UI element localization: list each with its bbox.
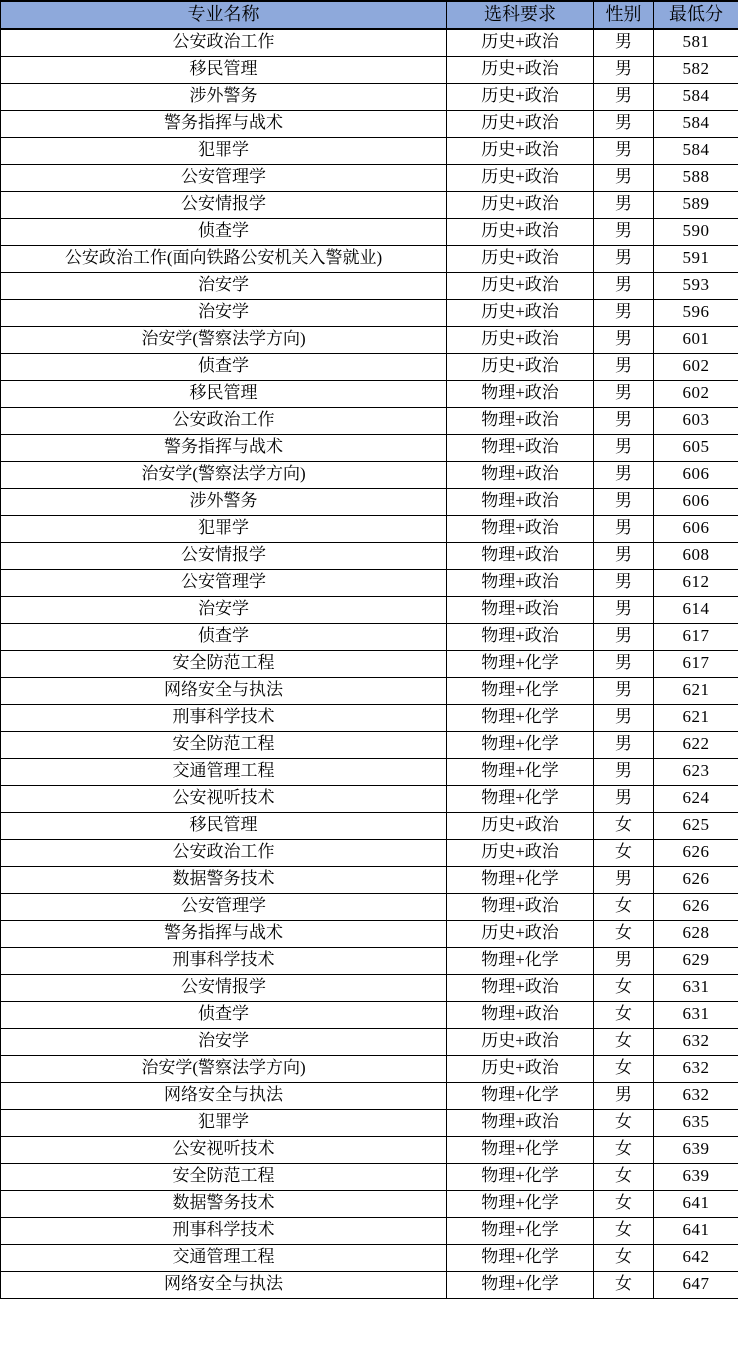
cell-score: 589 <box>654 191 738 218</box>
cell-major: 移民管理 <box>1 56 447 83</box>
cell-major: 移民管理 <box>1 812 447 839</box>
cell-subjects: 历史+政治 <box>447 812 594 839</box>
cell-subjects: 物理+化学 <box>447 677 594 704</box>
cell-major: 治安学 <box>1 596 447 623</box>
cell-major: 警务指挥与战术 <box>1 434 447 461</box>
cell-gender: 男 <box>594 731 654 758</box>
cell-subjects: 物理+政治 <box>447 1109 594 1136</box>
cell-gender: 男 <box>594 56 654 83</box>
cell-major: 安全防范工程 <box>1 731 447 758</box>
table-row <box>1 110 738 137</box>
cell-gender: 女 <box>594 893 654 920</box>
cell-subjects: 物理+化学 <box>447 947 594 974</box>
column-header-gender: 性别 <box>594 1 654 29</box>
cell-subjects: 历史+政治 <box>447 299 594 326</box>
cell-subjects: 物理+化学 <box>447 704 594 731</box>
cell-score: 629 <box>654 947 738 974</box>
cell-subjects: 物理+化学 <box>447 1217 594 1244</box>
cell-major: 公安管理学 <box>1 569 447 596</box>
table-row <box>1 488 738 515</box>
cell-major: 治安学 <box>1 272 447 299</box>
cell-subjects: 历史+政治 <box>447 272 594 299</box>
cell-subjects: 历史+政治 <box>447 83 594 110</box>
cell-subjects: 物理+政治 <box>447 569 594 596</box>
cell-major: 公安视听技术 <box>1 785 447 812</box>
cell-gender: 女 <box>594 812 654 839</box>
cell-score: 608 <box>654 542 738 569</box>
cell-gender: 男 <box>594 650 654 677</box>
table-row <box>1 677 738 704</box>
cell-subjects: 物理+化学 <box>447 1163 594 1190</box>
cell-subjects: 历史+政治 <box>447 110 594 137</box>
cell-major: 刑事科学技术 <box>1 1217 447 1244</box>
cell-score: 617 <box>654 623 738 650</box>
cell-gender: 男 <box>594 785 654 812</box>
cell-gender: 男 <box>594 542 654 569</box>
cell-gender: 女 <box>594 1244 654 1271</box>
table-row <box>1 56 738 83</box>
cell-score: 584 <box>654 110 738 137</box>
cell-gender: 男 <box>594 515 654 542</box>
cell-subjects: 物理+政治 <box>447 542 594 569</box>
cell-major: 网络安全与执法 <box>1 677 447 704</box>
cell-score: 626 <box>654 839 738 866</box>
cell-major: 刑事科学技术 <box>1 704 447 731</box>
cell-score: 606 <box>654 515 738 542</box>
column-header-score: 最低分 <box>654 1 738 29</box>
cell-subjects: 物理+化学 <box>447 1136 594 1163</box>
cell-subjects: 物理+政治 <box>447 461 594 488</box>
table-row <box>1 1055 738 1082</box>
cell-major: 警务指挥与战术 <box>1 110 447 137</box>
cell-major: 交通管理工程 <box>1 758 447 785</box>
cell-major: 公安政治工作 <box>1 29 447 56</box>
cell-major: 数据警务技术 <box>1 1190 447 1217</box>
table-header <box>1 1 738 29</box>
cell-gender: 男 <box>594 299 654 326</box>
cell-subjects: 物理+政治 <box>447 407 594 434</box>
cell-gender: 男 <box>594 758 654 785</box>
header-row <box>1 1 738 29</box>
cell-major: 涉外警务 <box>1 83 447 110</box>
table-row <box>1 1136 738 1163</box>
cell-major: 涉外警务 <box>1 488 447 515</box>
cell-gender: 男 <box>594 434 654 461</box>
cell-subjects: 物理+政治 <box>447 596 594 623</box>
table-row <box>1 1109 738 1136</box>
cell-gender: 女 <box>594 1136 654 1163</box>
cell-score: 621 <box>654 704 738 731</box>
cell-major: 犯罪学 <box>1 515 447 542</box>
cell-subjects: 物理+政治 <box>447 515 594 542</box>
cell-subjects: 物理+政治 <box>447 623 594 650</box>
cell-subjects: 历史+政治 <box>447 1028 594 1055</box>
cell-major: 数据警务技术 <box>1 866 447 893</box>
cell-score: 581 <box>654 29 738 56</box>
cell-subjects: 物理+化学 <box>447 1244 594 1271</box>
table-row <box>1 596 738 623</box>
table-row <box>1 245 738 272</box>
cell-score: 647 <box>654 1271 738 1298</box>
cell-major: 刑事科学技术 <box>1 947 447 974</box>
table-row <box>1 866 738 893</box>
cell-major: 治安学 <box>1 299 447 326</box>
column-header-subjects: 选科要求 <box>447 1 594 29</box>
table-row <box>1 326 738 353</box>
table-row <box>1 920 738 947</box>
cell-major: 交通管理工程 <box>1 1244 447 1271</box>
cell-subjects: 历史+政治 <box>447 1055 594 1082</box>
cell-score: 622 <box>654 731 738 758</box>
cell-subjects: 历史+政治 <box>447 164 594 191</box>
cell-score: 641 <box>654 1190 738 1217</box>
cell-score: 632 <box>654 1055 738 1082</box>
cell-gender: 男 <box>594 29 654 56</box>
cell-major: 公安管理学 <box>1 164 447 191</box>
table-row <box>1 569 738 596</box>
cell-gender: 男 <box>594 83 654 110</box>
cell-gender: 男 <box>594 380 654 407</box>
cell-subjects: 历史+政治 <box>447 245 594 272</box>
table-row <box>1 272 738 299</box>
cell-subjects: 历史+政治 <box>447 218 594 245</box>
table-row <box>1 1028 738 1055</box>
cell-score: 582 <box>654 56 738 83</box>
cell-major: 安全防范工程 <box>1 650 447 677</box>
table-row <box>1 353 738 380</box>
cell-gender: 女 <box>594 839 654 866</box>
table-row <box>1 29 738 56</box>
cell-major: 安全防范工程 <box>1 1163 447 1190</box>
cell-score: 614 <box>654 596 738 623</box>
cell-gender: 男 <box>594 218 654 245</box>
cell-gender: 男 <box>594 407 654 434</box>
cell-gender: 男 <box>594 947 654 974</box>
cell-subjects: 物理+化学 <box>447 785 594 812</box>
cell-score: 602 <box>654 353 738 380</box>
cell-score: 605 <box>654 434 738 461</box>
cell-major: 公安视听技术 <box>1 1136 447 1163</box>
cell-gender: 男 <box>594 569 654 596</box>
table-row <box>1 1217 738 1244</box>
table-row <box>1 1190 738 1217</box>
cell-subjects: 历史+政治 <box>447 839 594 866</box>
table-row <box>1 380 738 407</box>
cell-score: 626 <box>654 893 738 920</box>
cell-major: 治安学 <box>1 1028 447 1055</box>
cell-major: 犯罪学 <box>1 1109 447 1136</box>
cell-subjects: 历史+政治 <box>447 137 594 164</box>
cell-subjects: 历史+政治 <box>447 920 594 947</box>
cell-score: 626 <box>654 866 738 893</box>
cell-score: 639 <box>654 1136 738 1163</box>
column-header-major: 专业名称 <box>1 1 447 29</box>
cell-gender: 女 <box>594 974 654 1001</box>
table-row <box>1 434 738 461</box>
cell-gender: 男 <box>594 488 654 515</box>
cell-subjects: 物理+化学 <box>447 1082 594 1109</box>
table-row <box>1 1001 738 1028</box>
table-row <box>1 461 738 488</box>
table-row <box>1 515 738 542</box>
cell-score: 623 <box>654 758 738 785</box>
cell-subjects: 物理+政治 <box>447 974 594 1001</box>
cell-gender: 女 <box>594 1217 654 1244</box>
cell-score: 632 <box>654 1028 738 1055</box>
cell-gender: 女 <box>594 1055 654 1082</box>
cell-gender: 男 <box>594 191 654 218</box>
cell-score: 641 <box>654 1217 738 1244</box>
cell-score: 624 <box>654 785 738 812</box>
table-row <box>1 974 738 1001</box>
cell-major: 侦查学 <box>1 218 447 245</box>
table-row <box>1 164 738 191</box>
cell-major: 犯罪学 <box>1 137 447 164</box>
cell-major: 侦查学 <box>1 353 447 380</box>
cell-subjects: 物理+政治 <box>447 488 594 515</box>
table-row <box>1 650 738 677</box>
cell-gender: 女 <box>594 1001 654 1028</box>
table-row <box>1 83 738 110</box>
table-row <box>1 191 738 218</box>
table-row <box>1 812 738 839</box>
cell-score: 642 <box>654 1244 738 1271</box>
cell-subjects: 物理+化学 <box>447 1190 594 1217</box>
cell-major: 移民管理 <box>1 380 447 407</box>
cell-major: 网络安全与执法 <box>1 1082 447 1109</box>
cell-major: 治安学(警察法学方向) <box>1 1055 447 1082</box>
table-row <box>1 1163 738 1190</box>
cell-major: 公安情报学 <box>1 191 447 218</box>
cell-subjects: 物理+政治 <box>447 380 594 407</box>
table-row <box>1 704 738 731</box>
cell-gender: 女 <box>594 1190 654 1217</box>
cell-score: 602 <box>654 380 738 407</box>
cell-subjects: 物理+政治 <box>447 434 594 461</box>
cell-score: 606 <box>654 461 738 488</box>
cell-gender: 女 <box>594 920 654 947</box>
table-row <box>1 1082 738 1109</box>
table-row <box>1 1271 738 1298</box>
table-row <box>1 137 738 164</box>
cell-score: 588 <box>654 164 738 191</box>
table-row <box>1 299 738 326</box>
table-row <box>1 731 738 758</box>
cell-gender: 男 <box>594 245 654 272</box>
cell-subjects: 历史+政治 <box>447 353 594 380</box>
table-row <box>1 542 738 569</box>
cell-gender: 男 <box>594 623 654 650</box>
cell-score: 617 <box>654 650 738 677</box>
cell-gender: 女 <box>594 1109 654 1136</box>
cell-subjects: 物理+政治 <box>447 1001 594 1028</box>
cell-gender: 男 <box>594 326 654 353</box>
cell-score: 625 <box>654 812 738 839</box>
cell-subjects: 物理+化学 <box>447 731 594 758</box>
table-row <box>1 623 738 650</box>
cell-major: 公安政治工作(面向铁路公安机关入警就业) <box>1 245 447 272</box>
cell-major: 侦查学 <box>1 623 447 650</box>
cell-score: 591 <box>654 245 738 272</box>
cell-major: 公安管理学 <box>1 893 447 920</box>
table-row <box>1 218 738 245</box>
table-row <box>1 1244 738 1271</box>
table-row <box>1 839 738 866</box>
cell-subjects: 历史+政治 <box>447 191 594 218</box>
cell-subjects: 物理+化学 <box>447 650 594 677</box>
cell-gender: 男 <box>594 1082 654 1109</box>
cell-subjects: 历史+政治 <box>447 29 594 56</box>
cell-major: 公安政治工作 <box>1 839 447 866</box>
table-row <box>1 893 738 920</box>
cell-major: 警务指挥与战术 <box>1 920 447 947</box>
cell-score: 584 <box>654 137 738 164</box>
cell-gender: 男 <box>594 272 654 299</box>
cell-score: 603 <box>654 407 738 434</box>
cell-major: 公安情报学 <box>1 542 447 569</box>
cell-subjects: 历史+政治 <box>447 56 594 83</box>
cell-major: 侦查学 <box>1 1001 447 1028</box>
cell-gender: 男 <box>594 137 654 164</box>
cell-gender: 男 <box>594 164 654 191</box>
cell-score: 596 <box>654 299 738 326</box>
cell-subjects: 物理+化学 <box>447 1271 594 1298</box>
cell-major: 治安学(警察法学方向) <box>1 461 447 488</box>
cell-gender: 男 <box>594 461 654 488</box>
cell-major: 网络安全与执法 <box>1 1271 447 1298</box>
cell-score: 631 <box>654 1001 738 1028</box>
cell-score: 606 <box>654 488 738 515</box>
cell-gender: 男 <box>594 353 654 380</box>
cell-score: 584 <box>654 83 738 110</box>
cell-gender: 男 <box>594 677 654 704</box>
cell-gender: 男 <box>594 704 654 731</box>
cell-score: 590 <box>654 218 738 245</box>
cell-score: 601 <box>654 326 738 353</box>
table-row <box>1 785 738 812</box>
cell-score: 639 <box>654 1163 738 1190</box>
cell-major: 公安情报学 <box>1 974 447 1001</box>
cell-score: 621 <box>654 677 738 704</box>
cell-subjects: 物理+化学 <box>447 758 594 785</box>
cell-major: 公安政治工作 <box>1 407 447 434</box>
cell-score: 632 <box>654 1082 738 1109</box>
cell-score: 631 <box>654 974 738 1001</box>
cell-major: 治安学(警察法学方向) <box>1 326 447 353</box>
cell-gender: 男 <box>594 866 654 893</box>
cell-gender: 女 <box>594 1271 654 1298</box>
cell-score: 635 <box>654 1109 738 1136</box>
cell-score: 593 <box>654 272 738 299</box>
cell-subjects: 物理+政治 <box>447 893 594 920</box>
cell-subjects: 物理+化学 <box>447 866 594 893</box>
table-row <box>1 947 738 974</box>
table-row <box>1 407 738 434</box>
table-body <box>1 29 738 1298</box>
cell-gender: 男 <box>594 596 654 623</box>
cell-score: 628 <box>654 920 738 947</box>
cell-gender: 女 <box>594 1028 654 1055</box>
cell-score: 612 <box>654 569 738 596</box>
cell-gender: 女 <box>594 1163 654 1190</box>
table-row <box>1 758 738 785</box>
cell-gender: 男 <box>594 110 654 137</box>
cell-subjects: 历史+政治 <box>447 326 594 353</box>
